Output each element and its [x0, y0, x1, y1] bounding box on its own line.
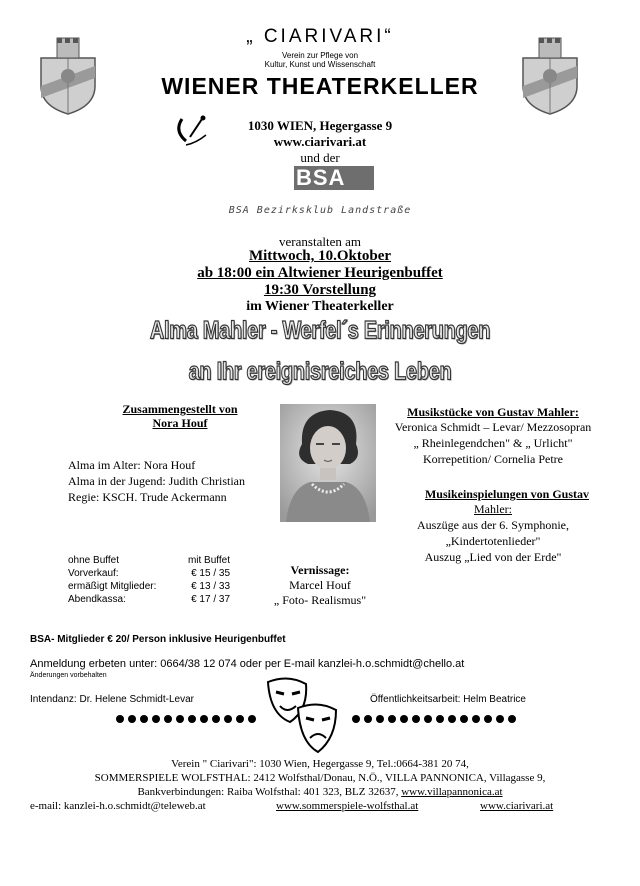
credits-list — [68, 457, 288, 505]
event-title-line2: an Ihr ereignisreiches Leben — [188, 358, 452, 386]
music-heading: Musikstücke von Gustav Mahler: — [407, 405, 579, 419]
music-line: „ Rheinlegendchen" & „ Urlicht" — [413, 436, 573, 450]
event-buffet: ab 18:00 ein Altwiener Heurigenbuffet — [197, 265, 443, 281]
event-location: im Wiener Theaterkeller — [246, 299, 394, 314]
theater-name: WIENER THEATERKELLER — [161, 73, 479, 99]
ciarivari-link[interactable]: www.ciarivari.at — [480, 800, 554, 812]
credit-line: Regie: KSCH. Trude Ackermann — [68, 490, 227, 504]
changes-reserved: Änderungen vorbehalten — [30, 672, 107, 679]
bsa-logo-text: BSA — [296, 165, 346, 190]
footer-line1: Verein " Ciarivari": 1030 Wien, Hegergasse 9, Tel.:0664-381 20 74, — [171, 758, 469, 770]
public-relations: Öffentlichkeitsarbeit: Helm Beatrice — [370, 694, 526, 705]
org-name: „ CIARIVARI“ — [246, 26, 394, 47]
registration-info: Anmeldung erbeten unter: 0664/38 12 074 oder per E-mail kanzlei-h.o.schmidt@chello.at — [30, 658, 465, 670]
bank-info: Bankverbindungen: Raiba Wolfsthal: 401 323, BLZ 32637, — [137, 786, 402, 798]
price-row: Vorverkauf: € 15 / 35 — [68, 568, 230, 579]
intendanz: Intendanz: Dr. Helene Schmidt-Levar — [30, 694, 194, 705]
recordings-heading-cont: Mahler: — [474, 502, 512, 516]
veranstalten: veranstalten am — [279, 234, 361, 249]
price-header: ohne Buffet mit Buffet — [68, 555, 230, 566]
website: www.ciarivari.at — [273, 134, 367, 149]
vernissage-heading: Vernissage: — [290, 563, 350, 577]
coat-of-arms-left-icon — [37, 36, 99, 116]
footer-line3 — [60, 786, 580, 798]
credits-author: Nora Houf — [152, 416, 208, 430]
vernissage-name: Marcel Houf — [289, 578, 351, 592]
event-date: Mittwoch, 10.Oktober — [248, 248, 392, 264]
villapannonica-link[interactable]: www.villapannonica.at — [401, 786, 503, 798]
coat-of-arms-right-icon — [519, 36, 581, 116]
vernissage-subtitle: „ Foto- Realismus" — [273, 593, 367, 607]
music-line: Korrepetition/ Cornelia Petre — [423, 452, 563, 466]
sommerspiele-link[interactable]: www.sommerspiele-wolfsthal.at — [276, 800, 419, 812]
price-row: Abendkassa: € 17 / 37 — [68, 594, 230, 605]
credits-heading: Zusammengestellt von — [122, 402, 238, 416]
footer-line2: SOMMERSPIELE WOLFSTHAL: 2412 Wolfsthal/Donau, N.Ö., VILLA PANNONICA, Villagasse 9, — [94, 772, 546, 784]
verein-line1: Verein zur Pflege von — [281, 51, 359, 60]
music-line: Veronica Schmidt – Levar/ Mezzosopran — [394, 420, 592, 434]
und-der: und der — [300, 150, 340, 165]
music-line: Auszug „Lied von der Erde" — [424, 550, 562, 564]
music-line: Auszüge aus der 6. Symphonie, — [417, 518, 569, 532]
recordings-details — [368, 501, 618, 565]
dot-divider-left — [116, 714, 260, 724]
event-vorstellung: 19:30 Vorstellung — [263, 282, 377, 298]
credit-line: Alma in der Jugend: Judith Christian — [68, 474, 245, 488]
bsa-member-note: BSA- Mitglieder € 20/ Person inklusive Heurigenbuffet — [30, 634, 286, 645]
swirl-logo-icon — [172, 113, 212, 149]
event-title-line1: Alma Mahler - Werfel´s Erinnerungen — [149, 317, 491, 345]
address: 1030 WIEN, Hegergasse 9 — [247, 118, 393, 133]
price-row: ermäßigt Mitglieder: € 13 / 33 — [68, 581, 230, 592]
dot-divider-right — [352, 714, 520, 724]
music-details — [368, 419, 618, 467]
theater-masks-icon — [262, 676, 342, 754]
recordings-heading: Musikeinspielungen von Gustav — [424, 487, 590, 501]
footer-email[interactable]: e-mail: kanzlei-h.o.schmidt@teleweb.at — [30, 800, 206, 812]
music-line: „Kindertotenlieder" — [445, 534, 541, 548]
verein-line2: Kultur, Kunst und Wissenschaft — [264, 60, 376, 69]
bsa-club: BSA Bezirksklub Landstraße — [228, 205, 412, 216]
bsa-logo — [294, 166, 374, 190]
price-table — [68, 554, 230, 606]
portrait-photo — [280, 404, 376, 522]
credit-line: Alma im Alter: Nora Houf — [68, 458, 196, 472]
